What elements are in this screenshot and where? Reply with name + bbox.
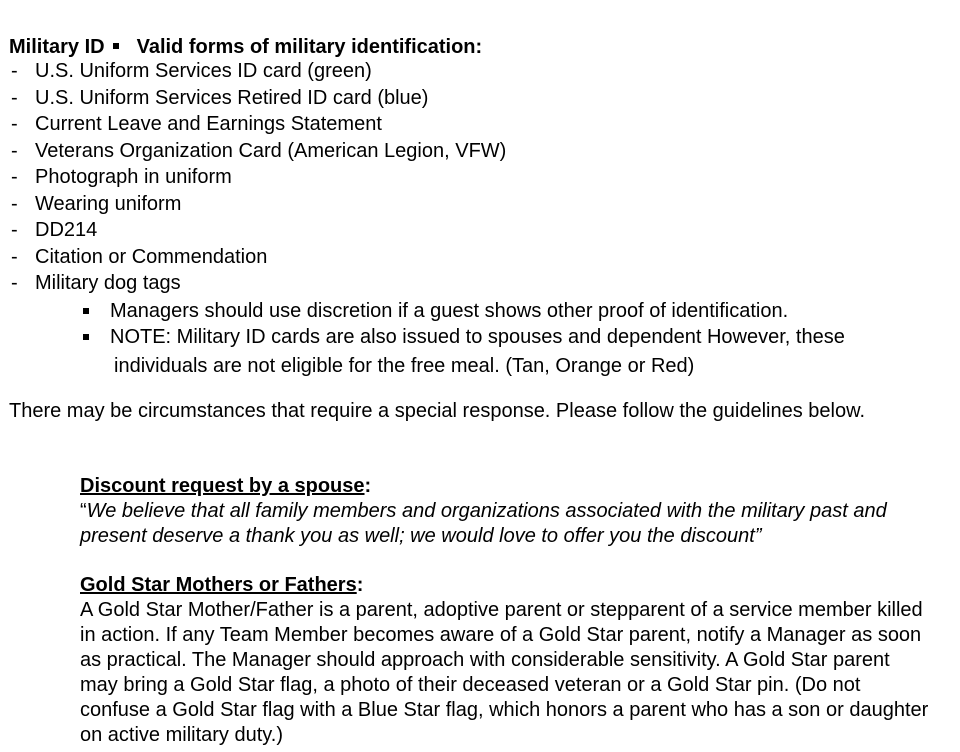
list-item-text: DD214	[35, 219, 98, 241]
dash-bullet: -	[11, 245, 18, 268]
spouse-title	[80, 474, 930, 499]
list-item-text: Citation or Commendation	[35, 245, 268, 268]
dash-bullet: -	[11, 113, 18, 135]
dash-bullet: -	[11, 219, 18, 241]
open-quote-mark: “	[80, 500, 87, 522]
gold-star-title	[80, 573, 930, 598]
list-item	[9, 138, 506, 165]
note-discretion-text: Managers should use discretion if a guest shows other proof of identification.	[110, 300, 789, 322]
heading-title: Valid forms of military identification:	[136, 36, 483, 58]
list-item-text: Military dog tags	[35, 272, 181, 294]
dash-bullet: -	[11, 272, 18, 294]
heading-label: Military ID	[9, 36, 105, 58]
gold-star-body: A Gold Star Mother/Father is a parent, adoptive parent or stepparent of a service member killed in action. If any Team Member becomes aware of a Gold Star parent, notify a Manager as soon as practical. The Manager should approach with considerable sensitivity. A Gold Star parent may bring a Gold Star flag, a photo of their deceased veteran or a Gold Star pin. (Do not confuse a Gold Star flag with a Blue Star flag, which honors a parent who has a son or daughter on active military duty.)	[80, 599, 929, 746]
list-item	[9, 217, 506, 244]
gold-star-title-text: Gold Star Mothers or Fathers	[80, 574, 357, 596]
list-item	[9, 191, 506, 218]
spouse-title-colon: :	[364, 475, 372, 497]
spouse-section	[80, 474, 930, 549]
list-item	[9, 244, 506, 271]
dash-bullet: -	[11, 192, 18, 215]
list-item-text: Photograph in uniform	[35, 166, 232, 188]
square-bullet-icon	[83, 308, 89, 314]
square-bullet-icon	[113, 43, 119, 49]
intro-paragraph: There may be circumstances that require a special response. Please follow the guidelines below.	[9, 400, 866, 422]
list-item-text: U.S. Uniform Services ID card (green)	[35, 60, 372, 82]
list-item-text: U.S. Uniform Services Retired ID card (blue)	[35, 86, 429, 109]
id-forms-list	[9, 58, 506, 297]
note-spouses-line1: NOTE: Military ID cards are also issued to spouses and dependent However, these	[110, 325, 845, 348]
list-item	[9, 85, 506, 112]
note-spouses	[80, 324, 845, 380]
spouse-quote-text: We believe that all family members and organizations associated with the military past and present deserve a thank you as well; we would love to offer you the discount”	[80, 500, 887, 547]
list-item-text: Current Leave and Earnings Statement	[35, 113, 382, 135]
note-spouses-line2: individuals are not eligible for the free meal. (Tan, Orange or Red)	[114, 355, 695, 377]
spouse-title-text: Discount request by a spouse	[80, 475, 365, 497]
list-item-text: Veterans Organization Card (American Legion, VFW)	[35, 139, 507, 162]
spouse-quote	[80, 499, 930, 549]
dash-bullet: -	[11, 60, 18, 82]
gold-star-section	[80, 573, 930, 748]
dash-bullet: -	[11, 166, 18, 188]
gold-star-title-colon: :	[356, 574, 364, 596]
dash-bullet: -	[11, 86, 18, 109]
notes-list	[80, 298, 845, 380]
list-item	[9, 270, 506, 297]
dash-bullet: -	[11, 139, 18, 162]
list-item	[9, 58, 506, 85]
list-item	[9, 164, 506, 191]
note-discretion	[80, 298, 845, 325]
list-item	[9, 111, 506, 138]
square-bullet-icon	[83, 334, 89, 340]
list-item-text: Wearing uniform	[35, 192, 182, 215]
military-id-heading	[9, 34, 482, 60]
